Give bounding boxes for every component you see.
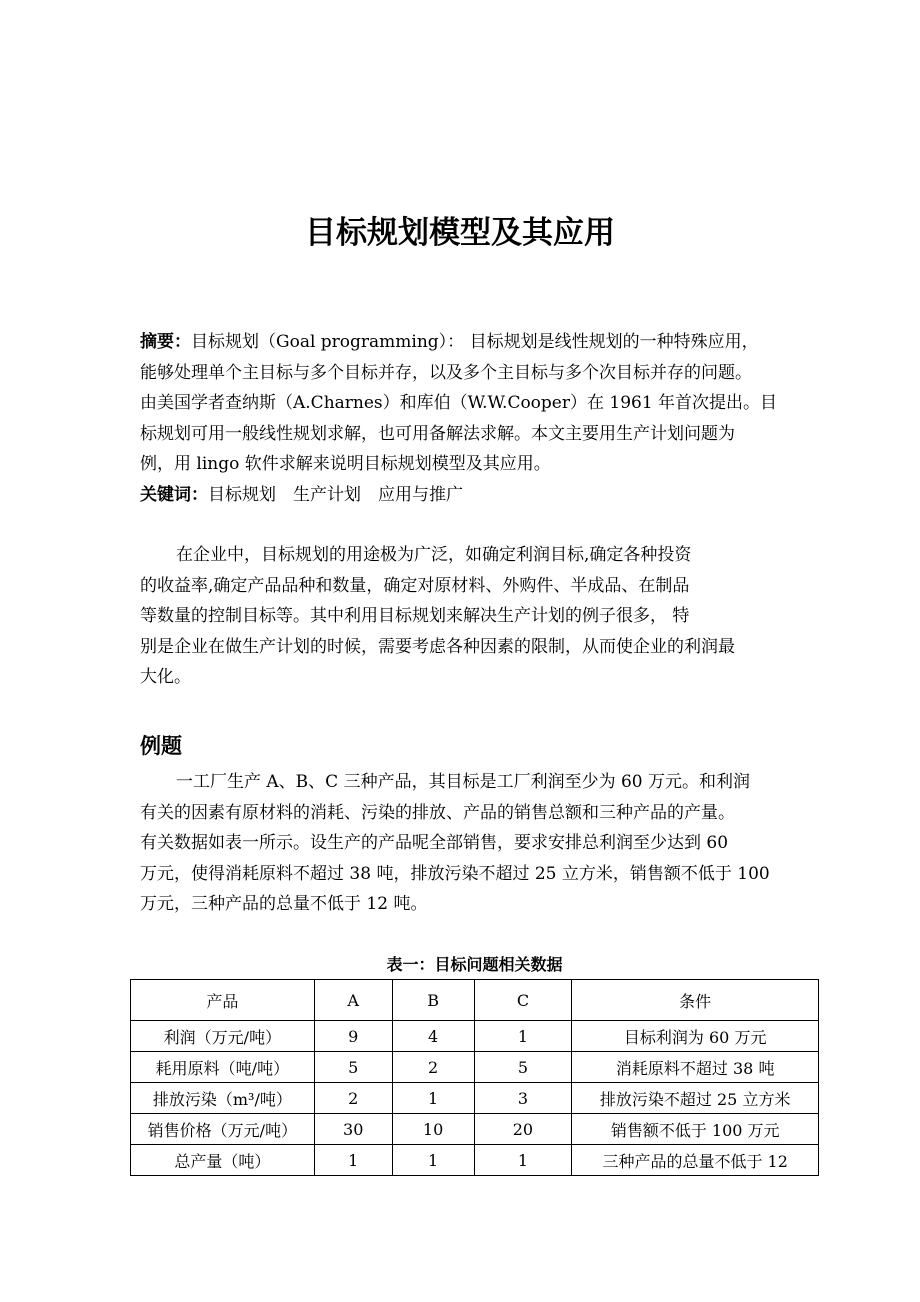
table-cell: 3 xyxy=(474,1083,572,1114)
table-row xyxy=(131,1021,819,1052)
table-cell: 目标利润为 60 万元 xyxy=(572,1021,819,1052)
abstract-text: 目标规划（Goal programming）： 目标规划是线性规划的一种特殊应用， xyxy=(191,332,759,352)
table-cell: 排放污染不超过 25 立方米 xyxy=(572,1083,819,1114)
abstract-line: 标规划可用一般线性规划求解，也可用备解法求解。本文主要用生产计划问题为 xyxy=(140,423,735,444)
abstract-line xyxy=(140,327,790,358)
example-heading: 例题 xyxy=(140,734,182,758)
example-line: 万元，三种产品的总量不低于 12 吨。 xyxy=(140,894,428,914)
table-cell: 1 xyxy=(314,1145,392,1176)
table-row xyxy=(131,1052,819,1083)
table-cell: 销售价格（万元/吨） xyxy=(131,1114,315,1145)
table-cell: 5 xyxy=(314,1052,392,1083)
table-header-cell: B xyxy=(392,980,474,1021)
example-line: 有关数据如表一所示。设生产的产品呢全部销售，要求安排总利润至少达到 60 xyxy=(140,833,729,853)
table-row xyxy=(131,1114,819,1145)
intro-line: 别是企业在做生产计划的时候，需要考虑各种因素的限制，从而使企业的利润最 xyxy=(140,636,735,657)
table-cell: 9 xyxy=(314,1021,392,1052)
table-cell: 5 xyxy=(474,1052,572,1083)
table-cell: 2 xyxy=(392,1052,474,1083)
table-cell: 耗用原料（吨/吨） xyxy=(131,1052,315,1083)
intro-line: 在企业中，目标规划的用途极为广泛，如确定利润目标,确定各种投资 xyxy=(176,545,692,565)
table-cell: 销售额不低于 100 万元 xyxy=(572,1114,819,1145)
abstract-line: 例，用 lingo 软件求解来说明目标规划模型及其应用。 xyxy=(140,454,551,474)
document-title: 目标规划模型及其应用 xyxy=(305,215,615,251)
table-cell: 4 xyxy=(392,1021,474,1052)
abstract-line: 能够处理单个主目标与多个目标并存，以及多个主目标与多个次目标并存的问题。 xyxy=(140,362,752,383)
table-cell: 1 xyxy=(474,1145,572,1176)
table-cell: 1 xyxy=(392,1145,474,1176)
table-cell: 10 xyxy=(392,1114,474,1145)
intro-line: 的收益率,确定产品品种和数量，确定对原材料、外购件、半成品、在制品 xyxy=(140,575,690,596)
table-header-cell: 产品 xyxy=(131,980,315,1021)
table-cell: 利润（万元/吨） xyxy=(131,1021,315,1052)
table-cell: 1 xyxy=(392,1083,474,1114)
abstract-label: 摘要： xyxy=(140,332,191,352)
table-cell: 总产量（吨） xyxy=(131,1145,315,1176)
table-cell: 三种产品的总量不低于 12 xyxy=(572,1145,819,1176)
table-header-cell: 条件 xyxy=(572,980,819,1021)
table-row xyxy=(131,1083,819,1114)
keywords-section xyxy=(140,480,790,511)
example-line: 有关的因素有原材料的消耗、污染的排放、产品的销售总额和三种产品的产量。 xyxy=(140,802,735,823)
keywords-text: 目标规划 生产计划 应用与推广 xyxy=(208,485,463,505)
table-row xyxy=(131,1145,819,1176)
intro-line: 大化。 xyxy=(140,667,191,687)
keywords-label: 关键词： xyxy=(140,485,208,505)
abstract-line: 由美国学者查纳斯（A.Charnes）和库伯（W.W.Cooper）在 1961 年首次提出。目 xyxy=(140,393,778,413)
example-paragraph xyxy=(140,767,790,920)
intro-line: 等数量的控制目标等。其中利用目标规划来解决生产计划的例子很多， 特 xyxy=(140,606,690,626)
intro-paragraph xyxy=(140,540,790,693)
table-cell: 30 xyxy=(314,1114,392,1145)
table-cell: 1 xyxy=(474,1021,572,1052)
table-header-cell: A xyxy=(314,980,392,1021)
example-line: 万元，使得消耗原料不超过 38 吨，排放污染不超过 25 立方米，销售额不低于 100 xyxy=(140,863,770,884)
table-cell: 20 xyxy=(474,1114,572,1145)
abstract-section xyxy=(140,327,790,480)
table-caption: 表一：目标问题相关数据 xyxy=(386,955,563,974)
table-header-cell: C xyxy=(474,980,572,1021)
data-table xyxy=(130,979,819,1176)
table-cell: 消耗原料不超过 38 吨 xyxy=(572,1052,819,1083)
example-line: 一工厂生产 A、B、C 三种产品，其目标是工厂利润至少为 60 万元。和利润 xyxy=(176,772,751,792)
table-header-row xyxy=(131,980,819,1021)
table-cell: 排放污染（m³/吨） xyxy=(131,1083,315,1114)
table-cell: 2 xyxy=(314,1083,392,1114)
